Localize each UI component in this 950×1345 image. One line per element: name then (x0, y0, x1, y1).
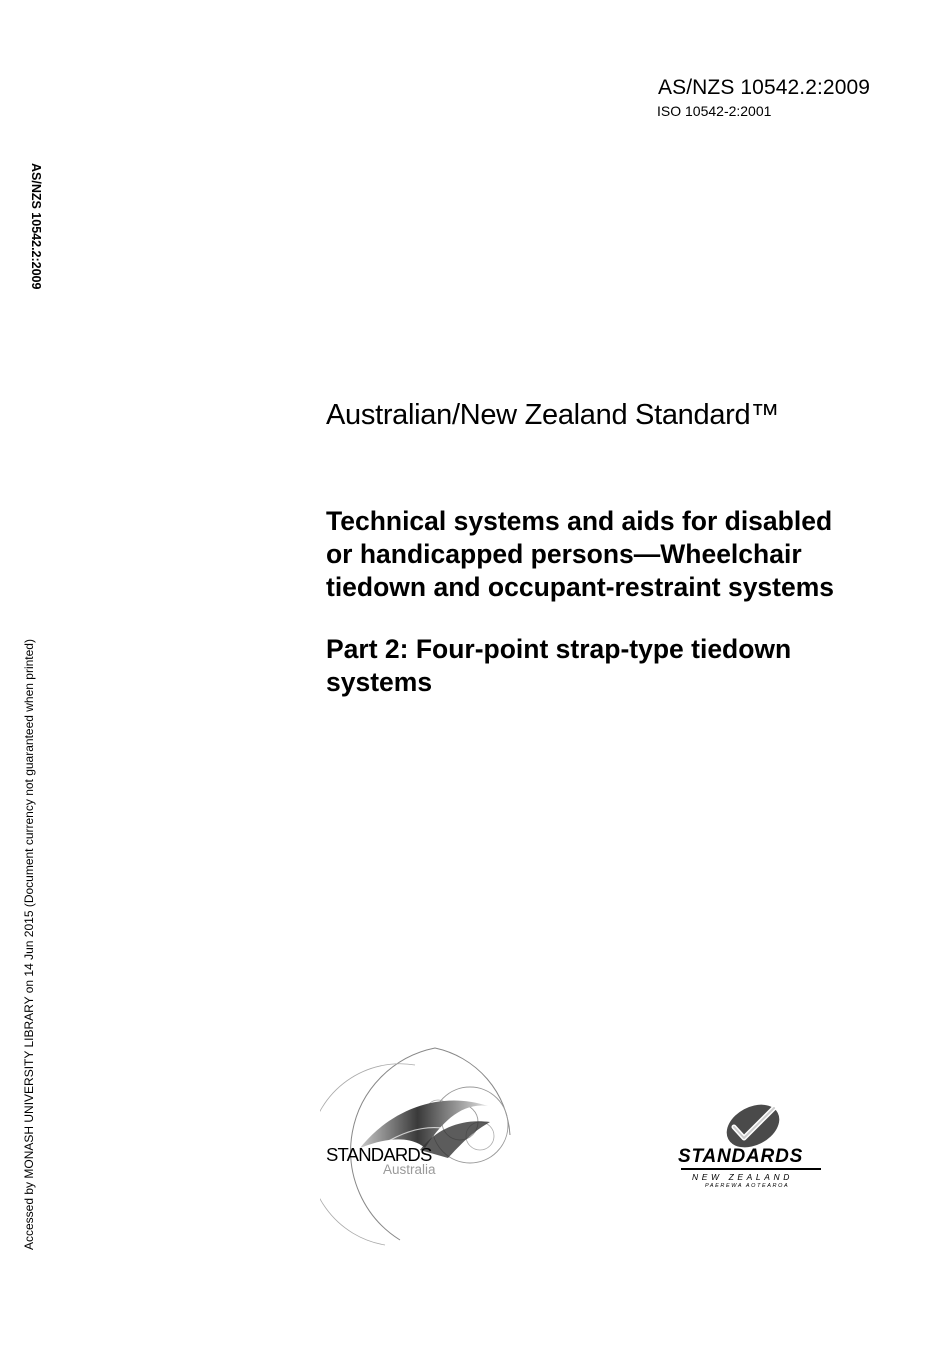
part-title (326, 633, 926, 699)
standards-australia-sub: Australia (383, 1162, 436, 1177)
standards-nz-word: STANDARDS (678, 1146, 804, 1167)
title-line: or handicapped persons—Wheelchair (326, 539, 802, 569)
iso-code: ISO 10542-2:2001 (657, 103, 772, 119)
series-title: Australian/New Zealand Standard™ (326, 399, 780, 431)
title-line: tiedown and occupant-restraint systems (326, 572, 835, 602)
standards-australia-word: STANDARDS (326, 1144, 432, 1165)
standards-nz-sub: NEW ZEALAND (692, 1172, 793, 1182)
standards-nz-sub2: PAEREWA AOTEAROA (705, 1183, 790, 1189)
title-line: Technical systems and aids for disabled (326, 506, 833, 536)
spine-standard-code: AS/NZS 10542.2:2009 (29, 163, 43, 290)
standards-nz-check-icon (718, 1100, 788, 1150)
part-title-line: systems (326, 667, 433, 697)
document-title (326, 505, 926, 604)
part-title-line: Part 2: Four-point strap-type tiedown (326, 634, 792, 664)
standard-code: AS/NZS 10542.2:2009 (658, 76, 871, 99)
access-note: Accessed by MONASH UNIVERSITY LIBRARY on 14 Jun 2015 (Document currency not guaranteed when printed) (22, 639, 36, 1250)
standards-nz-rule (681, 1168, 821, 1170)
